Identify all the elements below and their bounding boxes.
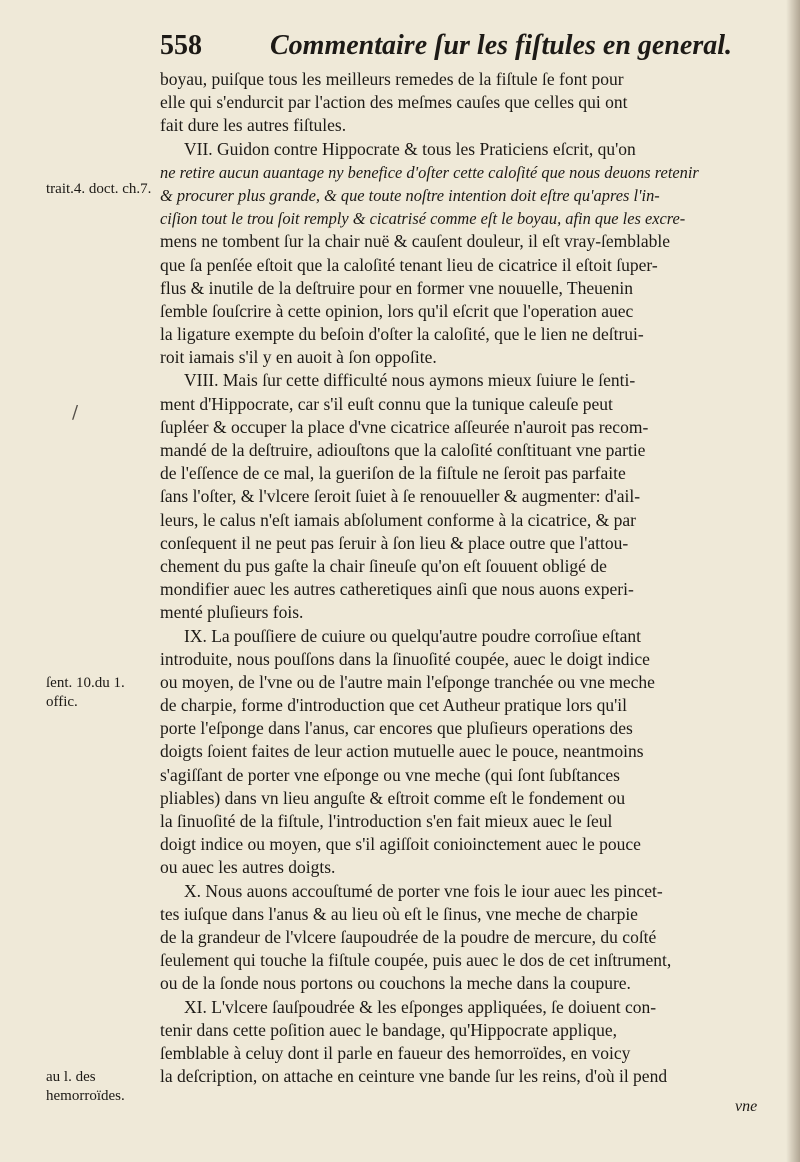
margin-note: ſent. 10.du 1. offic. xyxy=(46,675,125,710)
paragraph-start-xi: XI. L'vlcere ſauſpoudrée & les eſponges appliquées, ſe doiuent con- xyxy=(184,996,657,1017)
paragraph-start-x: X. Nous auons accouſtumé de porter vne fois le iour auec les pincet- xyxy=(184,880,663,901)
text-line: ſemblable à celuy dont il parle en faueur des hemorroïdes, en voicy xyxy=(160,1042,631,1063)
paragraph-start-ix: IX. La pouſſiere de cuiure ou quelqu'autre poudre corroſiue eſtant xyxy=(184,625,641,646)
text-line: boyau, puiſque tous les meilleurs remedes de la fiſtule ſe font pour xyxy=(160,69,624,89)
text-line: la deſcription, on attache en ceinture vne bande ſur les reins, d'où il pend xyxy=(160,1066,668,1087)
text-line: ou de la ſonde nous portons ou couchons la meche dans la coupure. xyxy=(160,973,631,994)
text-line: mens ne tombent ſur la chair nuë & cauſent douleur, il eſt vray-ſemblable xyxy=(160,231,671,252)
text-line: pliables) dans vn lieu anguſte & eſtroit comme eſt le fondement ou xyxy=(160,787,626,808)
body-text xyxy=(160,68,765,1088)
text-line: que ſa penſée eſtoit que la caloſité tenant lieu de cicatrice il eſtoit ſuper- xyxy=(160,254,658,275)
margin-note: trait.4. doct. ch.7. xyxy=(46,181,152,197)
text-line: la ſinuoſité de la fiſtule, l'introduction s'en fait mieux auec le ſeul xyxy=(160,811,613,831)
margin-mark: / xyxy=(72,402,79,423)
text-line: ou moyen, de l'vne ou de l'autre main l'eſponge tranchée ou vne meche xyxy=(160,671,655,692)
text-line: ſemble ſouſcrire à cette opinion, lors qu'il eſcrit que l'operation auec xyxy=(160,300,634,321)
text-line: & procurer plus grande, & que toute noſtre intention doit eſtre qu'apres l'in- xyxy=(160,185,660,205)
text-line: porte l'eſponge dans l'anus, car encores que pluſieurs operations des xyxy=(160,718,633,739)
text-line: ne retire aucun auantage ny benefice d'oſter cette caloſité que nous deuons retenir xyxy=(160,162,699,182)
text-line: doigts ſoient faites de leur action mutuelle auec le pouce, neantmoins xyxy=(160,741,644,762)
text-line: s'agiſſant de porter vne eſponge ou vne meche (qui ſont ſubſtances xyxy=(160,764,620,785)
text-line: mondifier auec les autres catheretiques ainſi que nous auons experi- xyxy=(160,579,634,600)
text-line: ſans l'oſter, & l'vlcere ſeroit ſuiet à ſe renouueller & augmenter: d'ail- xyxy=(160,486,641,507)
text-line: ment d'Hippocrate, car s'il euſt connu que la tunique caleuſe peut xyxy=(160,393,613,414)
margin-note: au l. des hemorroïdes. xyxy=(46,1069,125,1104)
text-line: de charpie, forme d'introduction que cet Autheur pratique lors qu'il xyxy=(160,695,627,716)
text-line: leurs, le calus n'eſt iamais abſolument conforme à la cicatrice, & par xyxy=(160,509,636,530)
text-line: la ligature exempte du beſoin d'oſter la caloſité, que le lien ne deſtrui- xyxy=(160,324,644,345)
text-line: roit iamais s'il y en auoit à ſon oppoſite. xyxy=(160,347,437,368)
text-line: introduite, nous pouſſons dans la ſinuoſité coupée, auec le doigt indice xyxy=(160,648,650,669)
page-edge-shadow xyxy=(786,0,800,1162)
text-line: tes iuſque dans l'anus & au lieu où eſt le ſinus, vne meche de charpie xyxy=(160,903,638,924)
text-line: menté pluſieurs fois. xyxy=(160,602,304,623)
text-line: ſupléer & occuper la place d'vne cicatrice aſſeurée n'auroit pas recom- xyxy=(160,416,649,437)
running-title: Commentaire ſur les fiſtules en general. xyxy=(270,30,732,61)
text-line: mandé de la deſtruire, adiouſtons que la caloſité conſtituant vne partie xyxy=(160,440,646,460)
page-header xyxy=(160,30,780,68)
text-line: de l'eſſence de ce mal, la gueriſon de la fiſtule ne ſeroit pas parfaite xyxy=(160,463,626,484)
text-line: ou auec les autres doigts. xyxy=(160,857,336,878)
paragraph-start-viii: VIII. Mais ſur cette difficulté nous aymons mieux ſuiure le ſenti- xyxy=(184,370,636,391)
text-line: doigt indice ou moyen, que s'il agiſſoit conioinctement auec le pouce xyxy=(160,834,641,855)
text-line: ciſion tout le trou ſoit remply & cicatrisé comme eſt le boyau, afin que les excre- xyxy=(160,209,686,229)
text-line: ſeulement qui touche la fiſtule coupée, puis auec le dos de cet inſtrument, xyxy=(160,950,672,971)
text-line: fait dure les autres fiſtules. xyxy=(160,115,347,136)
text-line: tenir dans cette poſition auec le bandage, qu'Hippocrate applique, xyxy=(160,1019,618,1040)
catchword: vne xyxy=(735,1098,758,1115)
text-line: conſequent il ne peut pas ſeruir à ſon lieu & place outre que l'attou- xyxy=(160,532,629,553)
text-line: elle qui s'endurcit par l'action des meſmes cauſes que celles qui ont xyxy=(160,92,628,113)
text-line: de la grandeur de l'vlcere ſaupoudrée de la poudre de mercure, du coſté xyxy=(160,926,657,947)
text-line: flus & inutile de la deſtruire pour en former vne nouuelle, Theuenin xyxy=(160,277,634,298)
page-number: 558 xyxy=(160,30,202,61)
paragraph-start-vii: VII. Guidon contre Hippocrate & tous les Praticiens eſcrit, qu'on xyxy=(184,138,636,159)
text-line: chement du pus gaſte la chair ſineuſe qu'on eſt ſouuent obligé de xyxy=(160,555,607,576)
